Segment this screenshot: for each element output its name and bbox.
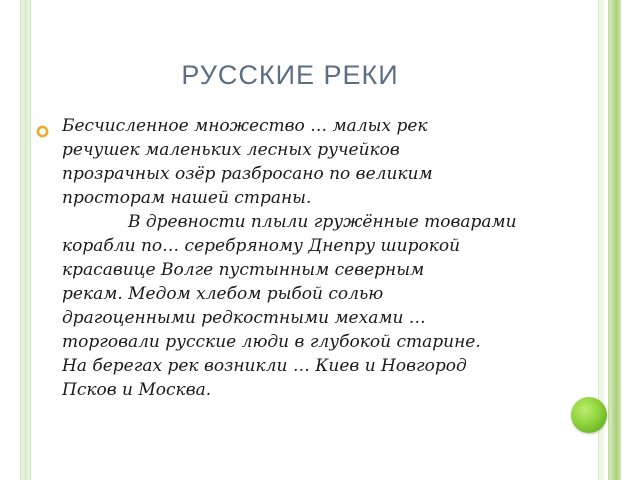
right-frame-stripe: [608, 0, 621, 480]
text-line: просторам нашей страны.: [62, 188, 312, 208]
text-line: драгоценными редкостными мехами …: [62, 308, 426, 328]
slide-body-text: [62, 114, 562, 402]
text-line: торговали русские люди в глубокой старине.: [62, 332, 481, 352]
text-line: корабли по… серебряному Днепру широкой: [62, 236, 461, 256]
text-line: красавице Волге пустынным северным: [62, 260, 425, 280]
text-line: Бесчисленное множество … малых рек: [62, 116, 428, 136]
text-line: прозрачных озёр разбросано по великим: [62, 164, 433, 184]
ring-bullet-icon: [36, 125, 49, 138]
text-line: В древности плыли гружённые товарами: [128, 212, 517, 232]
text-line: рекам. Медом хлебом рыбой солью: [62, 284, 384, 304]
text-line: Псков и Москва.: [62, 380, 212, 400]
text-line: речушек маленьких лесных ручейков: [62, 140, 400, 160]
text-line: На берегах рек возникли … Киев и Новгород: [62, 356, 467, 376]
green-circle-icon: [571, 397, 607, 433]
slide-title: РУССКИЕ РЕКИ: [181, 60, 399, 90]
